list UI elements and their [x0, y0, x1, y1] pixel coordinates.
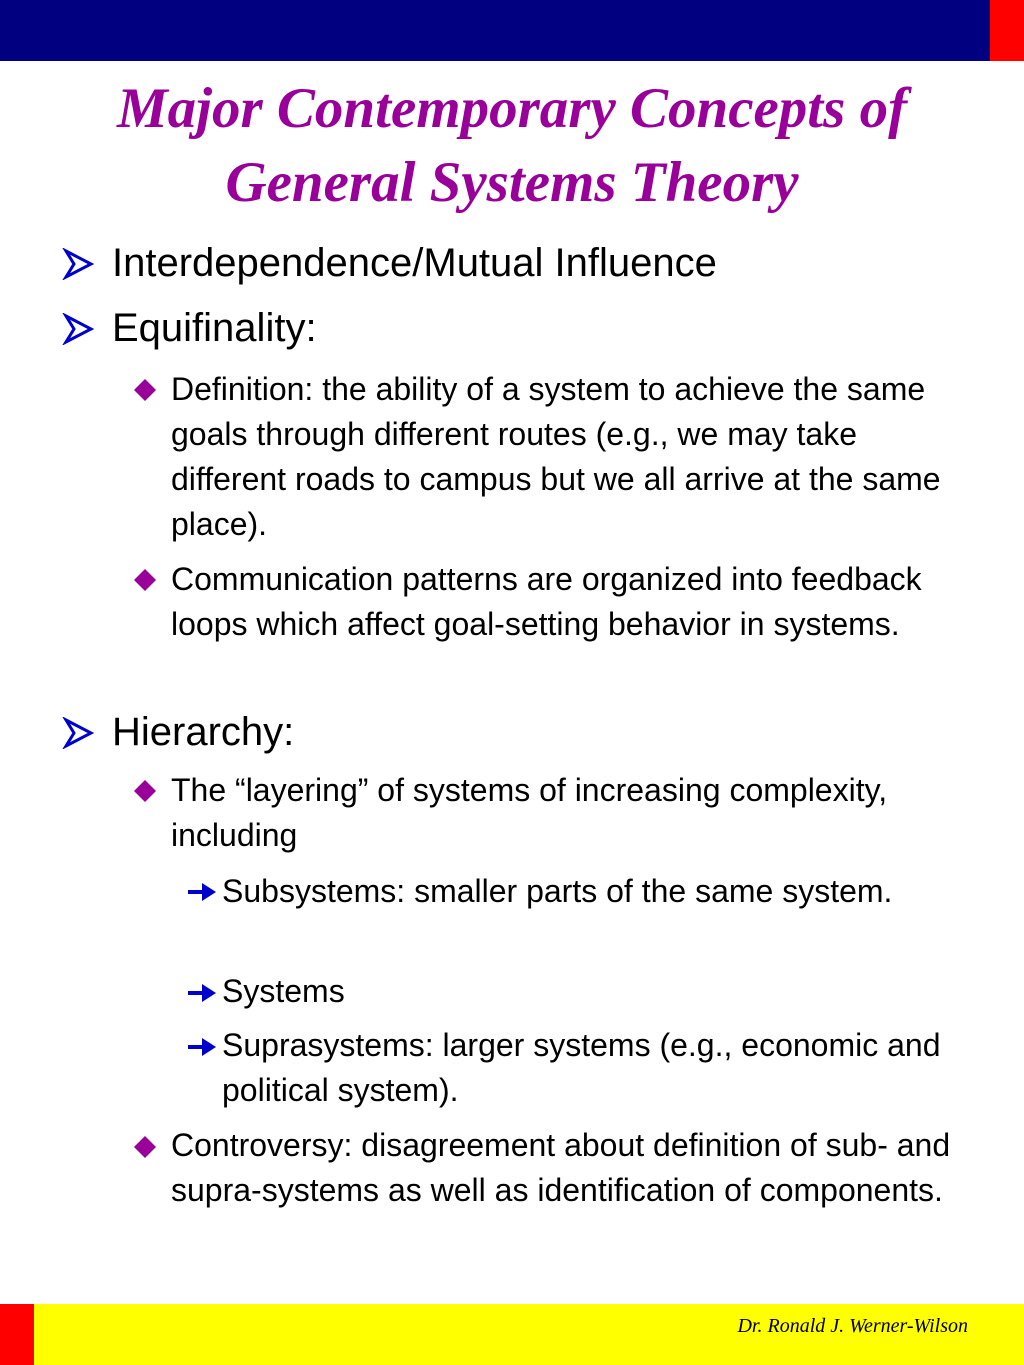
bullet-hierarchy: Hierarchy:: [112, 710, 295, 754]
slide-title: [40, 72, 984, 220]
top-accent: [990, 0, 1024, 61]
top-bar: [0, 0, 990, 61]
bullet-systems: Systems: [222, 973, 345, 1009]
diamond-bullet-icon: [131, 1133, 159, 1161]
arrowhead-bullet-icon: [62, 313, 94, 345]
title-line-1: Major Contemporary Concepts of: [116, 77, 908, 140]
bullet-equifinality-communication: Communication patterns are organized into feedback loops which affect goal-setting behavior in systems.: [171, 561, 922, 642]
bullet-equifinality-definition: Definition: the ability of a system to achieve the same goals through different routes (e.g., we may take different roads to campus but we all arrive at the same place).: [171, 371, 941, 542]
bullet-interdependence: Interdependence/Mutual Influence: [112, 241, 717, 285]
arrowhead-bullet-icon: [62, 248, 94, 280]
title-line-2: General Systems Theory: [225, 151, 799, 214]
bullet-suprasystems: Suprasystems: larger systems (e.g., economic and political system).: [222, 1027, 941, 1108]
arrow-right-bullet-icon: [186, 1036, 218, 1058]
bottom-accent: [0, 1304, 34, 1365]
bullet-equifinality: Equifinality:: [112, 306, 317, 350]
diamond-bullet-icon: [131, 376, 159, 404]
footer-author: Dr. Ronald J. Werner-Wilson: [737, 1315, 968, 1337]
bullet-subsystems: Subsystems: smaller parts of the same system.: [222, 873, 893, 909]
bullet-hierarchy-layering: The “layering” of systems of increasing complexity, including: [171, 772, 888, 853]
arrow-right-bullet-icon: [186, 982, 218, 1004]
arrow-right-bullet-icon: [186, 881, 218, 903]
diamond-bullet-icon: [131, 777, 159, 805]
bullet-controversy: Controversy: disagreement about definition of sub- and supra-systems as well as identification of components.: [171, 1127, 951, 1208]
arrowhead-bullet-icon: [62, 717, 94, 749]
diamond-bullet-icon: [131, 566, 159, 594]
